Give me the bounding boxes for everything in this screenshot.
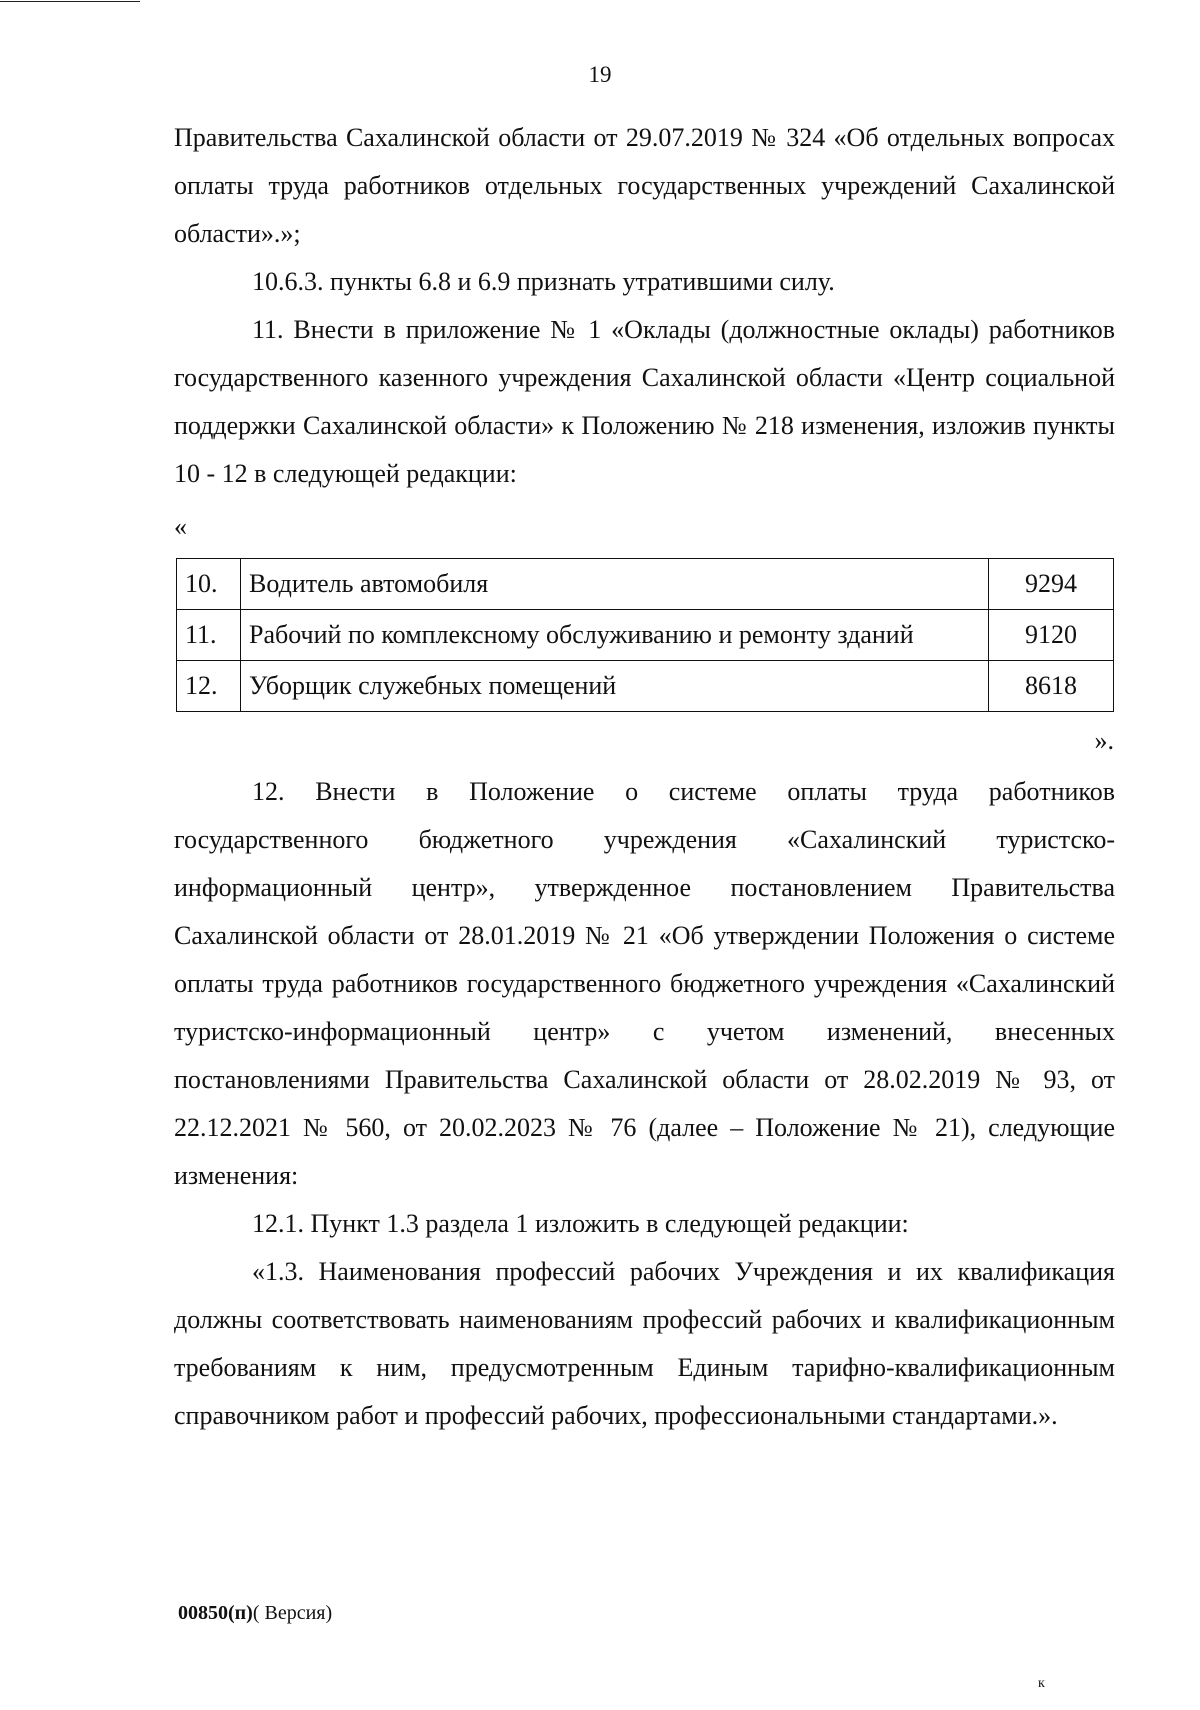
row-position: Водитель автомобиля [241,559,989,610]
table-row [177,559,1114,610]
paragraph-12: 12. Внести в Положение о системе оплаты труда работников государственного бюджетного учреждения «Сахалинский туристско-информационный центр», утвержденное постановлением Правительства Сахалинской области от 28.01.2019 № 21 «Об утверждении Положения о системе оплаты труда работников государственного бюджетного учреждения «Сахалинский туристско-информационный центр» с учетом изменений, внесенных постановлениями Правительства Сахалинской области от 28.02.2019 № 93, от 22.12.2021 № 560, от 20.02.2023 № 76 (далее – Положение № 21), следующие изменения: [174,777,1115,1190]
document-code: 00850(п) [178,1602,253,1624]
document-version: ( Версия) [252,1602,333,1624]
table-close-quote: ». [1094,726,1114,755]
row-number: 10. [177,559,241,610]
table-row [177,661,1114,712]
row-position: Уборщик служебных помещений [241,661,989,712]
text-block-bottom [174,768,1115,1440]
salary-table [176,558,1114,712]
row-salary: 9120 [989,610,1114,661]
corner-mark: к [1038,1676,1045,1691]
row-number: 11. [177,610,241,661]
table-open-quote: « [174,512,187,541]
row-number: 12. [177,661,241,712]
table-row [177,610,1114,661]
paragraph-12-1: 12.1. Пункт 1.3 раздела 1 изложить в следующей редакции: [252,1209,909,1238]
document-footer [178,1602,332,1625]
row-salary: 9294 [989,559,1114,610]
scan-edge-line [0,1,140,2]
paragraph-11: 11. Внести в приложение № 1 «Оклады (должностные оклады) работников государственного казенного учреждения Сахалинской области «Центр социальной поддержки Сахалинской области» к Положению № 218 изменения, изложив пункты 10 - 12 в следующей редакции: [174,315,1115,488]
paragraph-1-3: «1.3. Наименования профессий рабочих Учреждения и их квалификация должны соответствовать наименованиям профессий рабочих и квалификационным требованиям к ним, предусмотренным Единым тарифно-квалификационным справочником работ и профессий рабочих, профессиональными стандартами.». [174,1257,1115,1430]
paragraph-continuation: Правительства Сахалинской области от 29.07.2019 № 324 «Об отдельных вопросах оплаты труда работников отдельных государственных учреждений Сахалинской области».»; [174,123,1115,248]
paragraph-10-6-3: 10.6.3. пункты 6.8 и 6.9 признать утратившими силу. [252,267,835,296]
text-block-top [174,114,1115,498]
page-number: 19 [588,62,612,87]
row-salary: 8618 [989,661,1114,712]
row-position: Рабочий по комплексному обслуживанию и ремонту зданий [241,610,989,661]
